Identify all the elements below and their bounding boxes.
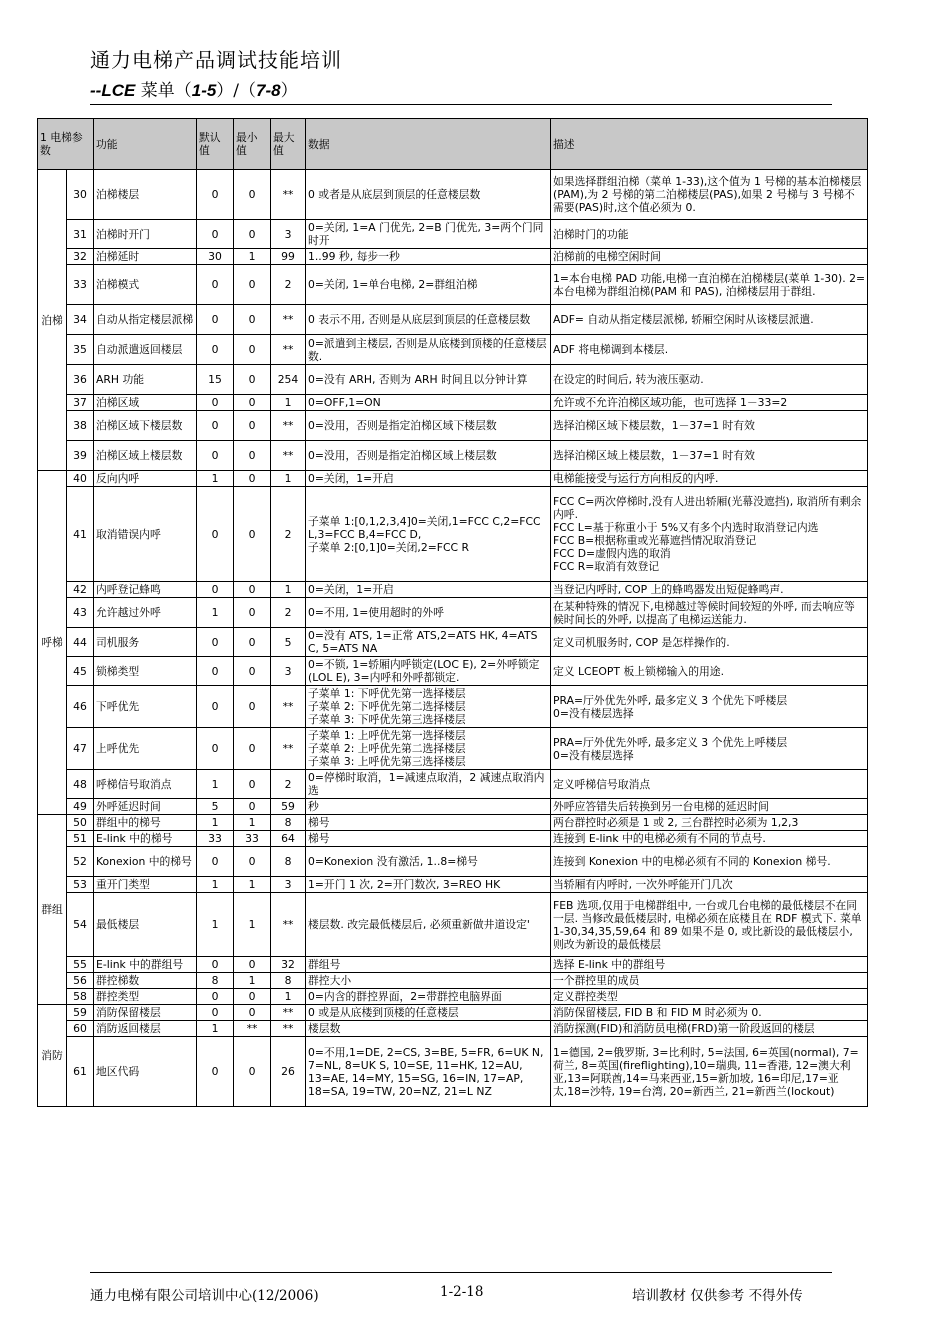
data-cell: 0=关闭, 1=单台电梯, 2=群组泊梯 bbox=[306, 265, 551, 305]
param-number: 48 bbox=[67, 770, 94, 799]
description-cell: PRA=厅外优先外呼, 最多定义 3 个优先上呼楼层 0=没有楼层选择 bbox=[551, 728, 868, 770]
min-value: ** bbox=[234, 1021, 271, 1037]
max-value: 59 bbox=[271, 799, 306, 815]
function-cell: 最低楼层 bbox=[94, 893, 197, 957]
param-number: 31 bbox=[67, 220, 94, 249]
description-cell: PRA=厅外优先外呼, 最多定义 3 个优先下呼楼层 0=没有楼层选择 bbox=[551, 686, 868, 728]
max-value: ** bbox=[271, 335, 306, 365]
min-value: 0 bbox=[234, 220, 271, 249]
min-value: 0 bbox=[234, 471, 271, 487]
default-value: 15 bbox=[197, 365, 234, 395]
description-cell: FEB 选项,仅用于电梯群组中, 一台或几台电梯的最低楼层不在同一层. 当修改最低楼层时, 电梯必须在底楼且在 RDF 模式下. 菜单 1-30,34,35,59,64 和 89 如果不是 0, 或比新设的最低楼层小, 则改为新设的最低楼层 bbox=[551, 893, 868, 957]
footer-page-number: 1-2-18 bbox=[440, 1284, 484, 1300]
param-number: 32 bbox=[67, 249, 94, 265]
table-row bbox=[38, 411, 868, 441]
param-number: 37 bbox=[67, 395, 94, 411]
min-value: 1 bbox=[234, 893, 271, 957]
function-cell: 地区代码 bbox=[94, 1037, 197, 1107]
function-cell: 允许越过外呼 bbox=[94, 598, 197, 628]
function-cell: 消防返回楼层 bbox=[94, 1021, 197, 1037]
data-cell: 楼层数. 改完最低楼层后, 必须重新做井道设定' bbox=[306, 893, 551, 957]
function-cell: 重开门类型 bbox=[94, 877, 197, 893]
data-cell: 0=停梯时取消，1=减速点取消，2 减速点取消内选 bbox=[306, 770, 551, 799]
data-cell: 0=不用,1=DE, 2=CS, 3=BE, 5=FR, 6=UK N, 7=NL, 8=UK S, 10=SE, 11=HK, 12=AU, 13=AE, 14=MY, 15=SG, 16=IN, 17=AP, 18=SA, 19=TW, 20=NZ, 21=L NZ bbox=[306, 1037, 551, 1107]
data-cell: 楼层数 bbox=[306, 1021, 551, 1037]
description-cell: 当轿厢有内呼时, 一次外呼能开门几次 bbox=[551, 877, 868, 893]
min-value: 0 bbox=[234, 1005, 271, 1021]
description-cell: 1=本台电梯 PAD 功能,电梯一直泊梯在泊梯楼层(菜单 1-30). 2=本台电梯为群组泊梯(PAM 和 PAS), 泊梯楼层用于群组. bbox=[551, 265, 868, 305]
min-value: 0 bbox=[234, 487, 271, 582]
min-value: 0 bbox=[234, 728, 271, 770]
data-cell: 0=不锁, 1=轿厢内呼锁定(LOC E), 2=外呼锁定(LOL E), 3=内呼和外呼都锁定. bbox=[306, 657, 551, 686]
default-value: 1 bbox=[197, 770, 234, 799]
table-row bbox=[38, 686, 868, 728]
min-value: 0 bbox=[234, 770, 271, 799]
description-cell: 电梯能接受与运行方向相反的内呼. bbox=[551, 471, 868, 487]
max-value: ** bbox=[271, 411, 306, 441]
param-number: 40 bbox=[67, 471, 94, 487]
function-cell: 外呼延迟时间 bbox=[94, 799, 197, 815]
data-cell: 0 表示不用, 否则是从底层到顶层的任意楼层数 bbox=[306, 305, 551, 335]
default-value: 1 bbox=[197, 815, 234, 831]
table-row bbox=[38, 265, 868, 305]
min-value: 0 bbox=[234, 411, 271, 441]
param-number: 45 bbox=[67, 657, 94, 686]
description-cell: 泊梯前的电梯空闲时间 bbox=[551, 249, 868, 265]
function-cell: 反向内呼 bbox=[94, 471, 197, 487]
function-cell: ARH 功能 bbox=[94, 365, 197, 395]
param-number: 52 bbox=[67, 847, 94, 877]
param-number: 39 bbox=[67, 441, 94, 471]
max-value: 1 bbox=[271, 582, 306, 598]
data-cell: 0=关闭，1=开启 bbox=[306, 471, 551, 487]
col-header-param: 1 电梯参数 bbox=[38, 119, 94, 170]
group-label: 泊梯 bbox=[38, 170, 67, 471]
table-row bbox=[38, 847, 868, 877]
param-number: 51 bbox=[67, 831, 94, 847]
function-cell: 内呼登记蜂鸣 bbox=[94, 582, 197, 598]
min-value: 0 bbox=[234, 799, 271, 815]
data-cell: 群控大小 bbox=[306, 973, 551, 989]
subtitle-end: ） bbox=[280, 81, 298, 101]
min-value: 0 bbox=[234, 657, 271, 686]
function-cell: 呼梯信号取消点 bbox=[94, 770, 197, 799]
description-cell: FCC C=两次停梯时,没有人进出轿厢(光幕没遮挡), 取消所有剩余内呼. FCC L=基于称重小于 5%又有多个内选时取消登记内选 FCC B=根据称重或光幕遮挡情况取消登记 FCC D=虚假内选的取消 FCC R=取消有效登记 bbox=[551, 487, 868, 582]
param-number: 54 bbox=[67, 893, 94, 957]
data-cell: 群组号 bbox=[306, 957, 551, 973]
default-value: 0 bbox=[197, 395, 234, 411]
description-cell: 连接到 E-link 中的电梯必须有不同的节点号. bbox=[551, 831, 868, 847]
min-value: 1 bbox=[234, 973, 271, 989]
function-cell: E-link 中的梯号 bbox=[94, 831, 197, 847]
min-value: 0 bbox=[234, 305, 271, 335]
default-value: 0 bbox=[197, 1005, 234, 1021]
table-row bbox=[38, 973, 868, 989]
max-value: 3 bbox=[271, 877, 306, 893]
max-value: 2 bbox=[271, 265, 306, 305]
min-value: 0 bbox=[234, 1037, 271, 1107]
param-number: 33 bbox=[67, 265, 94, 305]
description-cell: 泊梯时门的功能 bbox=[551, 220, 868, 249]
max-value: ** bbox=[271, 893, 306, 957]
group-label: 呼梯 bbox=[38, 471, 67, 815]
data-cell: 1..99 秒, 每步一秒 bbox=[306, 249, 551, 265]
data-cell: 0 或是从底楼到顶楼的任意楼层 bbox=[306, 1005, 551, 1021]
data-cell: 子菜单 1: 上呼优先第一选择楼层 子菜单 2: 上呼优先第二选择楼层 子菜单 3: 上呼优先第三选择楼层 bbox=[306, 728, 551, 770]
table-row bbox=[38, 831, 868, 847]
description-cell: 选择泊梯区域下楼层数，1－37=1 时有效 bbox=[551, 411, 868, 441]
max-value: 32 bbox=[271, 957, 306, 973]
default-value: 0 bbox=[197, 1037, 234, 1107]
data-cell: 子菜单 1: 下呼优先第一选择楼层 子菜单 2: 下呼优先第二选择楼层 子菜单 3: 下呼优先第三选择楼层 bbox=[306, 686, 551, 728]
default-value: 5 bbox=[197, 799, 234, 815]
function-cell: 司机服务 bbox=[94, 628, 197, 657]
function-cell: 群控类型 bbox=[94, 989, 197, 1005]
param-number: 55 bbox=[67, 957, 94, 973]
default-value: 1 bbox=[197, 471, 234, 487]
param-number: 43 bbox=[67, 598, 94, 628]
description-cell: 选择 E-link 中的群组号 bbox=[551, 957, 868, 973]
description-cell: 定义群控类型 bbox=[551, 989, 868, 1005]
data-cell: 0=Konexion 没有激活, 1..8=梯号 bbox=[306, 847, 551, 877]
param-number: 47 bbox=[67, 728, 94, 770]
col-header-function: 功能 bbox=[94, 119, 197, 170]
subtitle-range-a: 1-5 bbox=[191, 81, 217, 100]
max-value: 99 bbox=[271, 249, 306, 265]
param-number: 50 bbox=[67, 815, 94, 831]
description-cell: 定义 LCEOPT 板上锁梯输入的用途. bbox=[551, 657, 868, 686]
min-value: 0 bbox=[234, 686, 271, 728]
data-cell: 0 或者是从底层到顶层的任意楼层数 bbox=[306, 170, 551, 220]
subtitle-text: 菜单（ bbox=[135, 81, 192, 101]
table-row bbox=[38, 335, 868, 365]
table-row bbox=[38, 365, 868, 395]
default-value: 0 bbox=[197, 335, 234, 365]
function-cell: 消防保留楼层 bbox=[94, 1005, 197, 1021]
data-cell: 秒 bbox=[306, 799, 551, 815]
min-value: 0 bbox=[234, 989, 271, 1005]
max-value: 64 bbox=[271, 831, 306, 847]
default-value: 30 bbox=[197, 249, 234, 265]
function-cell: 泊梯区域下楼层数 bbox=[94, 411, 197, 441]
max-value: 2 bbox=[271, 770, 306, 799]
default-value: 0 bbox=[197, 728, 234, 770]
table-row bbox=[38, 893, 868, 957]
table-row bbox=[38, 657, 868, 686]
default-value: 0 bbox=[197, 441, 234, 471]
max-value: 3 bbox=[271, 220, 306, 249]
param-number: 58 bbox=[67, 989, 94, 1005]
max-value: 3 bbox=[271, 657, 306, 686]
data-cell: 0=没有 ATS, 1=正常 ATS,2=ATS HK, 4=ATS C, 5=ATS NA bbox=[306, 628, 551, 657]
min-value: 0 bbox=[234, 598, 271, 628]
table-row bbox=[38, 815, 868, 831]
table-row bbox=[38, 441, 868, 471]
param-number: 49 bbox=[67, 799, 94, 815]
max-value: 254 bbox=[271, 365, 306, 395]
function-cell: 泊梯区域 bbox=[94, 395, 197, 411]
description-cell: 允许或不允许泊梯区域功能，也可选择 1－33=2 bbox=[551, 395, 868, 411]
function-cell: 上呼优先 bbox=[94, 728, 197, 770]
min-value: 0 bbox=[234, 265, 271, 305]
default-value: 33 bbox=[197, 831, 234, 847]
description-cell: 一个群控里的成员 bbox=[551, 973, 868, 989]
page-title: 通力电梯产品调试技能培训 bbox=[90, 48, 342, 72]
max-value: 8 bbox=[271, 815, 306, 831]
subtitle-prefix: --LCE bbox=[90, 81, 136, 100]
subtitle-range-b: 7-8 bbox=[256, 81, 281, 100]
description-cell: 连接到 Konexion 中的电梯必须有不同的 Konexion 梯号. bbox=[551, 847, 868, 877]
param-number: 46 bbox=[67, 686, 94, 728]
subtitle-mid: ）/（ bbox=[216, 81, 257, 101]
function-cell: 群控梯数 bbox=[94, 973, 197, 989]
min-value: 0 bbox=[234, 395, 271, 411]
function-cell: 泊梯模式 bbox=[94, 265, 197, 305]
default-value: 1 bbox=[197, 893, 234, 957]
param-number: 60 bbox=[67, 1021, 94, 1037]
col-header-max: 最大值 bbox=[271, 119, 306, 170]
function-cell: 自动从指定楼层派梯 bbox=[94, 305, 197, 335]
max-value: 1 bbox=[271, 471, 306, 487]
default-value: 0 bbox=[197, 265, 234, 305]
default-value: 0 bbox=[197, 847, 234, 877]
description-cell: 如果选择群组泊梯（菜单 1-33),这个值为 1 号梯的基本泊梯楼层(PAM),为 2 号梯的第二泊梯楼层(PAS),如果 2 号梯与 3 号梯不需要(PAS)时,这个值必须为 0. bbox=[551, 170, 868, 220]
min-value: 0 bbox=[234, 335, 271, 365]
description-cell: 定义呼梯信号取消点 bbox=[551, 770, 868, 799]
param-number: 30 bbox=[67, 170, 94, 220]
table-row bbox=[38, 582, 868, 598]
description-cell: 外呼应答错失后转换到另一台电梯的延迟时间 bbox=[551, 799, 868, 815]
table-header-row bbox=[38, 119, 868, 170]
description-cell: 1=德国, 2=俄罗斯, 3=比利时, 5=法国, 6=英国(normal), 7=荷兰, 8=英国(fireflighting),10=瑞典, 11=香港, 12=澳大利亚,13=阿联酋,14=马来西亚,15=新加坡, 16=印尼,17=亚太,18=沙特, 19=台湾, 20=新西兰, 21=新西兰(lockout) bbox=[551, 1037, 868, 1107]
header-divider bbox=[90, 104, 832, 105]
group-label: 群组 bbox=[38, 815, 67, 1005]
function-cell: 下呼优先 bbox=[94, 686, 197, 728]
max-value: 8 bbox=[271, 973, 306, 989]
max-value: ** bbox=[271, 305, 306, 335]
default-value: 0 bbox=[197, 411, 234, 441]
param-number: 34 bbox=[67, 305, 94, 335]
parameter-table-wrapper bbox=[37, 118, 867, 1107]
col-header-data: 数据 bbox=[306, 119, 551, 170]
max-value: ** bbox=[271, 686, 306, 728]
min-value: 0 bbox=[234, 582, 271, 598]
max-value: ** bbox=[271, 170, 306, 220]
function-cell: 自动派遣返回楼层 bbox=[94, 335, 197, 365]
max-value: 1 bbox=[271, 395, 306, 411]
default-value: 0 bbox=[197, 305, 234, 335]
max-value: ** bbox=[271, 1005, 306, 1021]
default-value: 0 bbox=[197, 220, 234, 249]
footer-company: 通力电梯有限公司培训中心(12/2006) bbox=[90, 1288, 319, 1304]
data-cell: 0=没用，否则是指定泊梯区域下楼层数 bbox=[306, 411, 551, 441]
default-value: 8 bbox=[197, 973, 234, 989]
default-value: 0 bbox=[197, 657, 234, 686]
table-row bbox=[38, 471, 868, 487]
default-value: 0 bbox=[197, 170, 234, 220]
max-value: 2 bbox=[271, 598, 306, 628]
description-cell: ADF= 自动从指定楼层派梯, 轿厢空闲时从该楼层派遣. bbox=[551, 305, 868, 335]
data-cell: 0=关闭, 1=A 门优先, 2=B 门优先, 3=两个门同时开 bbox=[306, 220, 551, 249]
table-row bbox=[38, 1037, 868, 1107]
default-value: 0 bbox=[197, 686, 234, 728]
min-value: 33 bbox=[234, 831, 271, 847]
default-value: 0 bbox=[197, 957, 234, 973]
function-cell: E-link 中的群组号 bbox=[94, 957, 197, 973]
description-cell: 在某种特殊的情况下,电梯越过等候时间较短的外呼, 而去响应等候时间长的外呼, 以提高了电梯运送能力. bbox=[551, 598, 868, 628]
description-cell: 定义司机服务时, COP 是怎样操作的. bbox=[551, 628, 868, 657]
page-subtitle bbox=[90, 76, 298, 101]
min-value: 0 bbox=[234, 847, 271, 877]
col-header-default: 默认值 bbox=[197, 119, 234, 170]
function-cell: 泊梯区域上楼层数 bbox=[94, 441, 197, 471]
data-cell: 0=OFF,1=ON bbox=[306, 395, 551, 411]
param-number: 61 bbox=[67, 1037, 94, 1107]
default-value: 0 bbox=[197, 582, 234, 598]
data-cell: 0=内含的群控界面，2=带群控电脑界面 bbox=[306, 989, 551, 1005]
data-cell: 1=开门 1 次, 2=开门数次, 3=REO HK bbox=[306, 877, 551, 893]
min-value: 1 bbox=[234, 249, 271, 265]
function-cell: 锁梯类型 bbox=[94, 657, 197, 686]
data-cell: 子菜单 1:[0,1,2,3,4]0=关闭,1=FCC C,2=FCC L,3=FCC B,4=FCC D, 子菜单 2:[0,1]0=关闭,2=FCC R bbox=[306, 487, 551, 582]
param-number: 38 bbox=[67, 411, 94, 441]
max-value: 2 bbox=[271, 487, 306, 582]
data-cell: 0=派遣到主楼层, 否则是从底楼到顶楼的任意楼层数. bbox=[306, 335, 551, 365]
description-cell: ADF 将电梯调到本楼层. bbox=[551, 335, 868, 365]
default-value: 0 bbox=[197, 628, 234, 657]
min-value: 0 bbox=[234, 365, 271, 395]
description-cell: 在设定的时间后, 转为液压驱动. bbox=[551, 365, 868, 395]
table-row bbox=[38, 305, 868, 335]
max-value: 1 bbox=[271, 989, 306, 1005]
default-value: 1 bbox=[197, 877, 234, 893]
max-value: 8 bbox=[271, 847, 306, 877]
data-cell: 0=关闭，1=开启 bbox=[306, 582, 551, 598]
min-value: 1 bbox=[234, 815, 271, 831]
default-value: 1 bbox=[197, 598, 234, 628]
function-cell: 泊梯延时 bbox=[94, 249, 197, 265]
table-row bbox=[38, 628, 868, 657]
min-value: 0 bbox=[234, 628, 271, 657]
table-row bbox=[38, 728, 868, 770]
table-row bbox=[38, 1005, 868, 1021]
table-row bbox=[38, 1021, 868, 1037]
function-cell: 取消错误内呼 bbox=[94, 487, 197, 582]
footer-note: 培训教材 仅供参考 不得外传 bbox=[632, 1288, 803, 1304]
table-row bbox=[38, 487, 868, 582]
table-row bbox=[38, 877, 868, 893]
min-value: 0 bbox=[234, 441, 271, 471]
table-row bbox=[38, 770, 868, 799]
param-number: 53 bbox=[67, 877, 94, 893]
function-cell: 群组中的梯号 bbox=[94, 815, 197, 831]
data-cell: 梯号 bbox=[306, 815, 551, 831]
default-value: 0 bbox=[197, 487, 234, 582]
max-value: ** bbox=[271, 441, 306, 471]
function-cell: Konexion 中的梯号 bbox=[94, 847, 197, 877]
table-row bbox=[38, 249, 868, 265]
table-row bbox=[38, 989, 868, 1005]
table-row bbox=[38, 395, 868, 411]
param-number: 42 bbox=[67, 582, 94, 598]
table-row bbox=[38, 598, 868, 628]
max-value: 26 bbox=[271, 1037, 306, 1107]
max-value: 5 bbox=[271, 628, 306, 657]
table-row bbox=[38, 799, 868, 815]
param-number: 41 bbox=[67, 487, 94, 582]
function-cell: 泊梯时开门 bbox=[94, 220, 197, 249]
col-header-description: 描述 bbox=[551, 119, 868, 170]
table-row bbox=[38, 220, 868, 249]
data-cell: 梯号 bbox=[306, 831, 551, 847]
description-cell: 当登记内呼时, COP 上的蜂鸣器发出短促蜂鸣声. bbox=[551, 582, 868, 598]
footer-divider bbox=[90, 1272, 832, 1273]
min-value: 0 bbox=[234, 957, 271, 973]
function-cell: 泊梯楼层 bbox=[94, 170, 197, 220]
max-value: ** bbox=[271, 1021, 306, 1037]
param-number: 56 bbox=[67, 973, 94, 989]
param-number: 36 bbox=[67, 365, 94, 395]
min-value: 0 bbox=[234, 170, 271, 220]
parameter-table bbox=[37, 118, 868, 1107]
group-label: 消防 bbox=[38, 1005, 67, 1107]
data-cell: 0=没有 ARH, 否则为 ARH 时间且以分钟计算 bbox=[306, 365, 551, 395]
param-number: 44 bbox=[67, 628, 94, 657]
description-cell: 两台群控时必须是 1 或 2, 三台群控时必须为 1,2,3 bbox=[551, 815, 868, 831]
table-row bbox=[38, 170, 868, 220]
table-row bbox=[38, 957, 868, 973]
description-cell: 消防探测(FID)和消防员电梯(FRD)第一阶段返回的楼层 bbox=[551, 1021, 868, 1037]
data-cell: 0=没用，否则是指定泊梯区域上楼层数 bbox=[306, 441, 551, 471]
description-cell: 选择泊梯区域上楼层数，1－37=1 时有效 bbox=[551, 441, 868, 471]
min-value: 1 bbox=[234, 877, 271, 893]
description-cell: 消防保留楼层, FID B 和 FID M 时必须为 0. bbox=[551, 1005, 868, 1021]
default-value: 1 bbox=[197, 1021, 234, 1037]
param-number: 35 bbox=[67, 335, 94, 365]
param-number: 59 bbox=[67, 1005, 94, 1021]
data-cell: 0=不用, 1=使用超时的外呼 bbox=[306, 598, 551, 628]
col-header-min: 最小值 bbox=[234, 119, 271, 170]
max-value: ** bbox=[271, 728, 306, 770]
default-value: 0 bbox=[197, 989, 234, 1005]
